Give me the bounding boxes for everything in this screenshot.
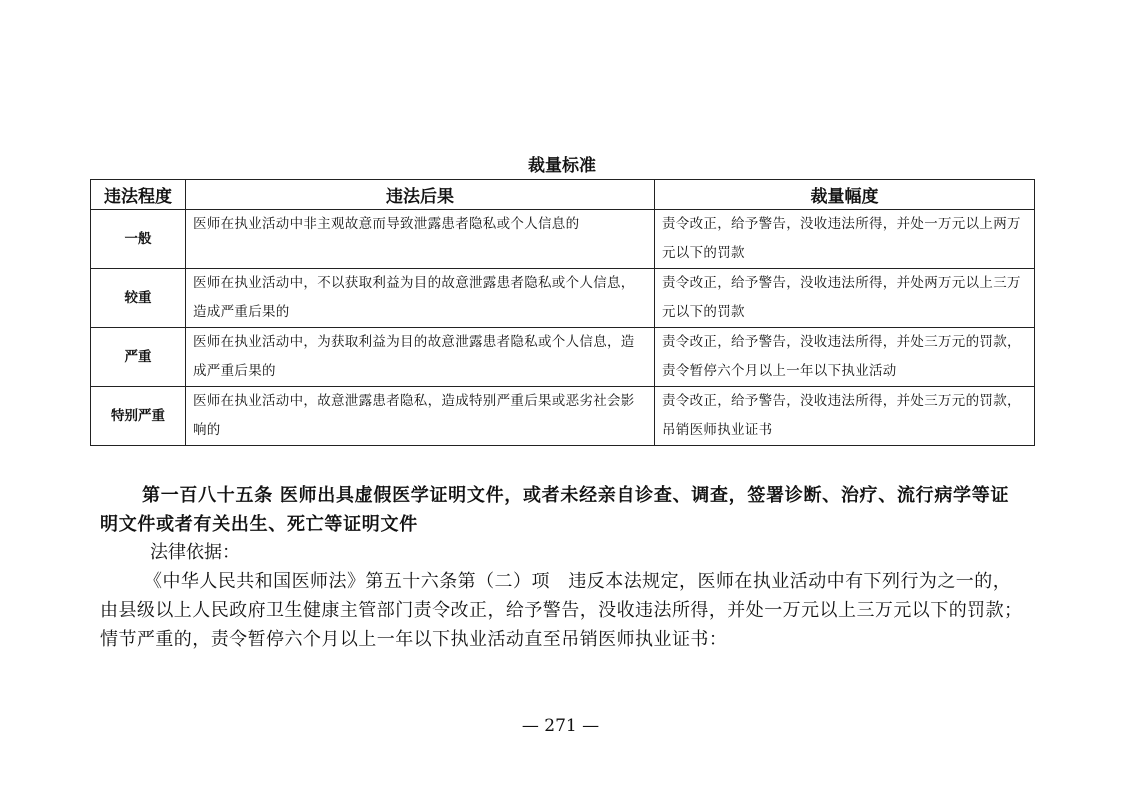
legal-basis-text: 《中华人民共和国医师法》第五十六条第（二）项 违反本法规定，医师在执业活动中有下列行为之一的，由县级以上人民政府卫生健康主管部门责令改正，给予警告，没收违法所得，并处一万元以上三万元以下的罚款；情节严重的，责令暂停六个月以上一年以下执业活动直至吊销医师执业证书： [100,571,1023,650]
row-level: 一般 [91,210,186,269]
header-penalty: 裁量幅度 [655,180,1035,210]
table-row [91,387,1035,446]
row-level: 较重 [91,269,186,328]
row-penalty: 责令改正，给予警告，没收违法所得，并处一万元以上两万元以下的罚款 [655,210,1035,269]
header-level: 违法程度 [91,180,186,210]
row-penalty: 责令改正，给予警告，没收违法所得，并处三万元的罚款，吊销医师执业证书 [655,387,1035,446]
table-row [91,328,1035,387]
row-consequence: 医师在执业活动中，为获取利益为目的故意泄露患者隐私或个人信息，造成严重后果的 [186,328,655,387]
table-row [91,269,1035,328]
table-title: 裁量标准 [528,156,596,176]
row-consequence: 医师在执业活动中非主观故意而导致泄露患者隐私或个人信息的 [186,210,655,269]
article-heading: 第一百八十五条 医师出具虚假医学证明文件，或者未经亲自诊查、调查，签署诊断、治疗、流行病学等证明文件或者有关出生、死亡等证明文件 [100,485,1010,535]
row-level: 严重 [91,328,186,387]
row-level: 特别严重 [91,387,186,446]
row-penalty: 责令改正，给予警告，没收违法所得，并处两万元以上三万元以下的罚款 [655,269,1035,328]
header-consequence: 违法后果 [186,180,655,210]
table-header-row [91,180,1035,210]
row-consequence: 医师在执业活动中，故意泄露患者隐私，造成特别严重后果或恶劣社会影响的 [186,387,655,446]
row-penalty: 责令改正，给予警告，没收违法所得，并处三万元的罚款，责令暂停六个月以上一年以下执业活动 [655,328,1035,387]
page-number: — 271 — [521,716,600,736]
discretion-standard-table [90,179,1035,446]
legal-basis-label: 法律依据： [150,542,240,563]
row-consequence: 医师在执业活动中，不以获取利益为目的故意泄露患者隐私或个人信息，造成严重后果的 [186,269,655,328]
table-row [91,210,1035,269]
